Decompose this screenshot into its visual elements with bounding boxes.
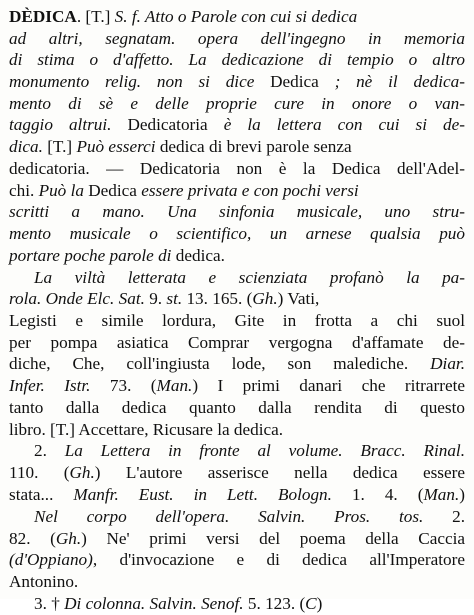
text-run: La viltà letterata e scienziata profanò la pa- (34, 268, 465, 287)
text-run: Antonino. (9, 572, 79, 591)
text-run: Può esserci (76, 137, 156, 156)
text-run: Man. (156, 376, 193, 395)
entry-text-line (9, 310, 465, 332)
text-run: Gh. (69, 463, 95, 482)
text-run: taggio altrui. (9, 115, 112, 134)
text-run: essere privata e con pochi versi (141, 181, 359, 200)
entry-text-line (34, 506, 465, 528)
entry-text-line (9, 375, 465, 397)
text-run: Dedica (270, 72, 319, 91)
sense-2-line (34, 440, 465, 462)
text-run: stata... (9, 485, 74, 504)
entry-text-line (9, 49, 465, 71)
text-run: di stima o d'affetto. La dedicazione di tempio o altro (9, 50, 465, 69)
text-run: Diar. (430, 354, 465, 373)
text-run: . [T.] (76, 7, 115, 26)
text-run: monumento relig. non si dice (9, 72, 271, 91)
text-run: dica. (9, 137, 43, 156)
text-run: rola. Onde Elc. Sat. (9, 289, 145, 308)
text-run: 3. † (34, 594, 65, 613)
entry-text-line (9, 114, 465, 136)
text-run: dedica. (171, 246, 225, 265)
text-run: è la lettera con cui si de- (223, 115, 465, 134)
text-run: 13. 165. ( (182, 289, 253, 308)
text-run: Legisti e simile lordura, Gite in frotta a chi suol (9, 311, 465, 330)
text-run: ; nè il dedica- (318, 72, 465, 91)
text-run: S. f. Atto o Parole con cui si dedica (114, 7, 358, 26)
text-run: dedica di brevi parole senza (155, 137, 352, 156)
entry-text-line (9, 158, 465, 180)
text-run: 2. (423, 507, 465, 526)
text-run: 1. 4. ( (331, 485, 424, 504)
entry-text-line (9, 288, 465, 310)
text-run: ) L'autore asserisce nella dedica essere (94, 463, 465, 482)
entry-text-line (34, 267, 465, 289)
headword: DÈDICA (9, 7, 77, 26)
entry-text-line (9, 462, 465, 484)
entry-text-line (9, 571, 465, 593)
text-run: Dedica (83, 181, 142, 200)
text-run: 2. (34, 441, 65, 460)
text-run: scritti a mano. Una sinfonia musicale, uno stru- (9, 202, 465, 221)
text-run: tanto dalla dedica quanto dalla rendita di questo (9, 398, 465, 417)
entry-text-line (9, 28, 465, 50)
text-run: ) (459, 485, 465, 504)
entry-text-line (9, 245, 465, 267)
text-run: libro. [T.] Accettare, Ricusare la dedica. (9, 420, 284, 439)
text-run: (d'Oppiano) (9, 550, 93, 569)
text-run: La Lettera in fronte al volume. Bracc. Rinal. (64, 441, 465, 460)
text-run: , d'invocazione e di dedica all'Imperatore (92, 550, 465, 569)
text-run: Gh. (252, 289, 278, 308)
text-run: Nel corpo dell'opera. Salvin. Pros. tos. (34, 507, 424, 526)
text-run: Di colonna. Salvin. Senof. (64, 594, 244, 613)
text-run: dedicatoria. — Dedicatoria non è la Dedica dell'Adel- (9, 159, 465, 178)
text-run: 9. (144, 289, 167, 308)
text-run: Può la (38, 181, 84, 200)
text-run: 82. ( (9, 529, 56, 548)
text-run: mento musicale o scientifico, un arnese qualsia può (9, 224, 465, 243)
entry-text-line (9, 397, 465, 419)
text-run: ) I primi danari che ritrarrete (192, 376, 465, 395)
text-run: portare poche parole di (9, 246, 172, 265)
text-run: Man. (423, 485, 460, 504)
entry-text-line (9, 93, 465, 115)
entry-text-line (9, 549, 465, 571)
text-run: diche, Che, coll'ingiusta lode, son malediche. (9, 354, 431, 373)
text-run: per pompa asiatica Comprar vergogna d'affamate de- (9, 333, 465, 352)
entry-text-line (9, 223, 465, 245)
text-run: 5. 123. ( (243, 594, 306, 613)
text-run: mento di sè e delle proprie cure in onore o van- (9, 94, 465, 113)
text-run: ) Vati, (277, 289, 320, 308)
entry-text-line (9, 419, 465, 441)
text-run: Gh. (55, 529, 82, 548)
text-run: Dedicatoria (111, 115, 224, 134)
text-run: 110. ( (9, 463, 70, 482)
entry-text-line (9, 332, 465, 354)
headword-line (9, 6, 465, 28)
entry-text-line (9, 71, 465, 93)
entry-text-line (9, 180, 465, 202)
entry-text-line (9, 484, 465, 506)
entry-text-line (9, 201, 465, 223)
text-run: [T.] (42, 137, 77, 156)
text-run: chi. (9, 181, 39, 200)
text-run: C (305, 594, 317, 613)
text-run: ad altri, segnatam. opera dell'ingegno in memoria (9, 29, 465, 48)
text-run: Manfr. Eust. in Lett. Bologn. (73, 485, 332, 504)
entry-text-line (9, 353, 465, 375)
entry-text-line (9, 136, 465, 158)
text-run: st. (166, 289, 183, 308)
text-run: ) (316, 594, 323, 613)
entry-text-line (9, 528, 465, 550)
text-run: Infer. Istr. (9, 376, 91, 395)
text-run: 73. ( (90, 376, 157, 395)
text-run: ) Ne' primi versi del poema della Caccia (81, 529, 465, 548)
sense-3-line (34, 593, 465, 615)
